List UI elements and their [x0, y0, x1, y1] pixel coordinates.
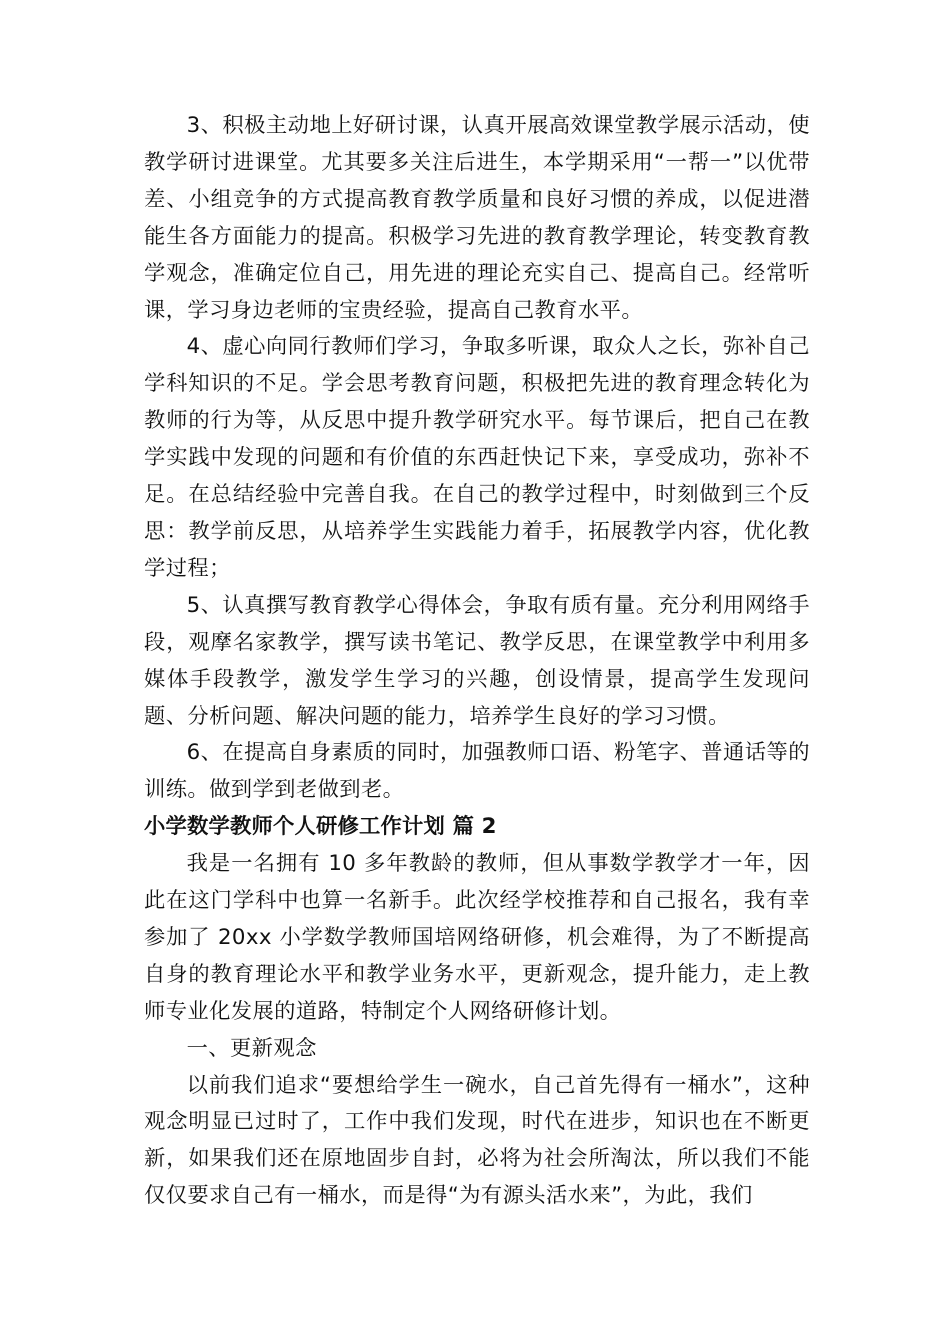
- paragraph-item-6: 6、在提高自身素质的同时，加强教师口语、粉笔字、普通话等的训练。做到学到老做到老。: [144, 740, 810, 803]
- paragraph-item-5: 5、认真撰写教育教学心得体会，争取有质有量。充分利用网络手段，观摩名家教学，撰写读书笔记、教学反思，在课堂教学中利用多媒体手段教学，激发学生学习的兴趣，创设情景，提高学生发现问题、分析问题、解决问题的能力，培养学生良好的学习习惯。: [144, 592, 810, 729]
- section-heading: 小学数学教师个人研修工作计划 篇 2: [144, 814, 497, 840]
- document-body: [144, 108, 810, 1215]
- subsection-heading: 一、更新观念: [186, 1035, 317, 1061]
- body-paragraph: 以前我们追求“要想给学生一碗水，自己首先得有一桶水”，这种观念明显已过时了，工作中我们发现，时代在进步，知识也在不断更新，如果我们还在原地固步自封，必将为社会所淘汰，所以我们不能仅仅要求自己有一桶水，而是得“为有源头活水来”，为此，我们: [144, 1072, 810, 1209]
- paragraph-item-4: 4、虚心向同行教师们学习，争取多听课，取众人之长，弥补自己学科知识的不足。学会思考教育问题，积极把先进的教育理念转化为教师的行为等，从反思中提升教学研究水平。每节课后，把自己在教学实践中发现的问题和有价值的东西赶快记下来，享受成功，弥补不足。在总结经验中完善自我。在自己的教学过程中，时刻做到三个反思：教学前反思，从培养学生实践能力着手，拓展教学内容，优化教学过程；: [144, 334, 810, 581]
- intro-paragraph: 我是一名拥有 10 多年教龄的教师，但从事数学教学才一年，因此在这门学科中也算一名新手。此次经学校推荐和自己报名，我有幸参加了 20xx 小学数学教师国培网络研修，机会难得，为了不断提高自身的教育理论水平和教学业务水平，更新观念，提升能力，走上教师专业化发展的道路，特制定个人网络研修计划。: [144, 851, 810, 1024]
- paragraph-item-3: 3、积极主动地上好研讨课，认真开展高效课堂教学展示活动，使教学研讨进课堂。尤其要多关注后进生，本学期采用“一帮一”以优带差、小组竞争的方式提高教育教学质量和良好习惯的养成，以促进潜能生各方面能力的提高。积极学习先进的教育教学理论，转变教育教学观念，准确定位自己，用先进的理论充实自己、提高自己。经常听课，学习身边老师的宝贵经验，提高自己教育水平。: [144, 113, 810, 323]
